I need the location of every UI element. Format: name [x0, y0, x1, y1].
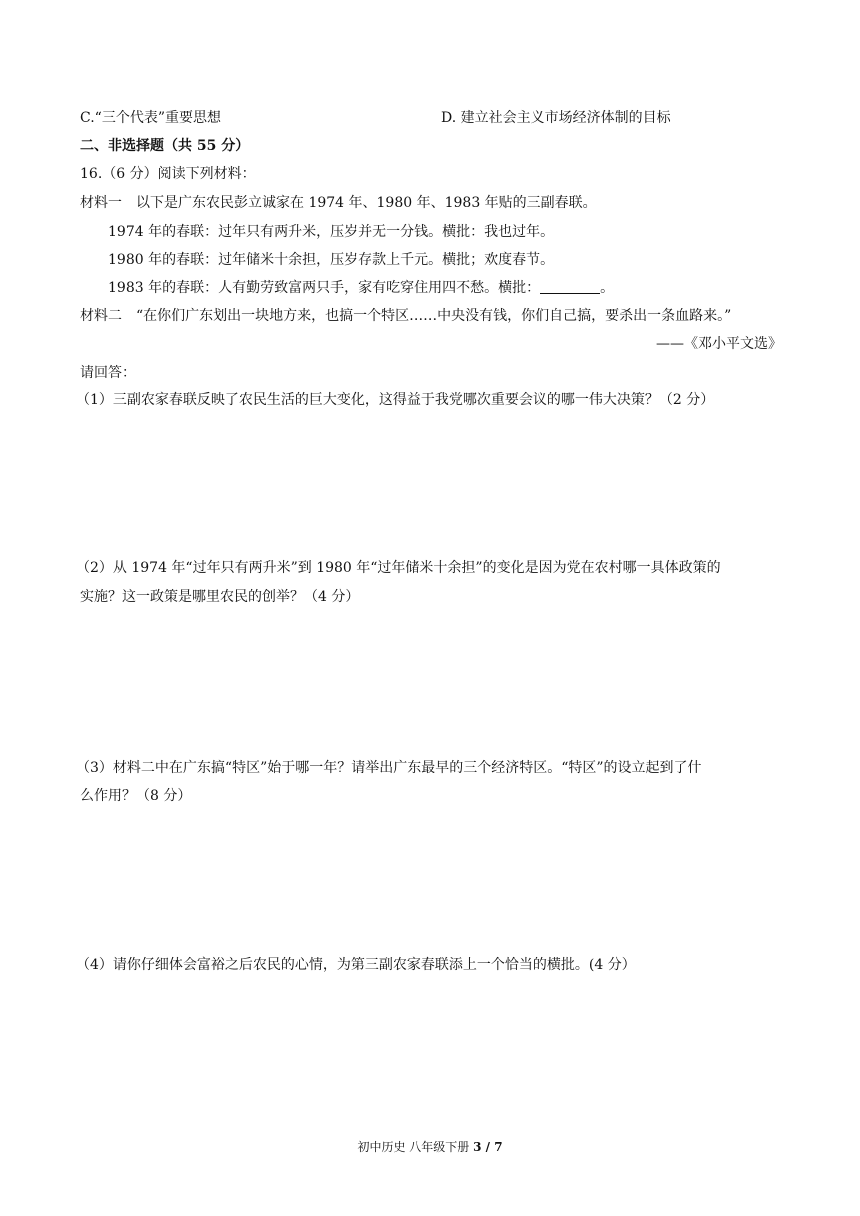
page-footer [0, 1138, 860, 1155]
answer-blank [540, 279, 600, 294]
couplet-1983 [108, 278, 614, 298]
couplet-1983-end: 。 [600, 280, 615, 296]
section-title: 二、非选择题（共 55 分） [80, 138, 250, 154]
sub-question-4: （4）请你仔细体会富裕之后农民的心情，为第三副农家春联添上一个恰当的横批。(4 分） [76, 957, 636, 973]
sub-question-3-line-1: （3）材料二中在广东搞“特区”始于哪一年？请举出广东最早的三个经济特区。“特区”的设立起到了什 [76, 760, 702, 776]
footer-page-number: 3 / 7 [473, 1140, 503, 1154]
sub-question-2-line-1: （2）从 1974 年“过年只有两升米”到 1980 年“过年储米十余担”的变化是因为党在农村哪一具体政策的 [76, 560, 721, 576]
option-c: C.“三个代表”重要思想 [80, 110, 221, 126]
couplet-1974: 1974 年的春联：过年只有两升米，压岁并无一分钱。横批：我也过年。 [108, 224, 555, 240]
couplet-1983-text: 1983 年的春联：人有勤劳致富两只手，家有吃穿住用四不愁。横批： [108, 280, 541, 296]
material-2-source: ——《邓小平文选》 [656, 336, 782, 352]
material-1-intro: 材料一 以下是广东农民彭立诚家在 1974 年、1980 年、1983 年贴的三副春联。 [80, 195, 597, 211]
couplet-1980: 1980 年的春联：过年储米十余担，压岁存款上千元。横批；欢度春节。 [108, 252, 555, 268]
answer-prompt: 请回答： [80, 365, 136, 381]
footer-course: 初中历史 八年级下册 [357, 1140, 470, 1154]
sub-question-3-line-2: 么作用？（8 分） [80, 788, 192, 804]
sub-question-1: （1）三副农家春联反映了农民生活的巨大变化，这得益于我党哪次重要会议的哪一伟大决策？（2 分） [76, 392, 715, 408]
sub-question-2-line-2: 实施？这一政策是哪里农民的创举？（4 分） [80, 589, 360, 605]
material-2: 材料二 “在你们广东划出一块地方来，也搞一个特区……中央没有钱，你们自己搞，要杀出一条血路来。” [80, 308, 732, 324]
question-16-stem: 16.（6 分）阅读下列材料： [80, 166, 256, 182]
option-d: D. 建立社会主义市场经济体制的目标 [441, 110, 671, 126]
